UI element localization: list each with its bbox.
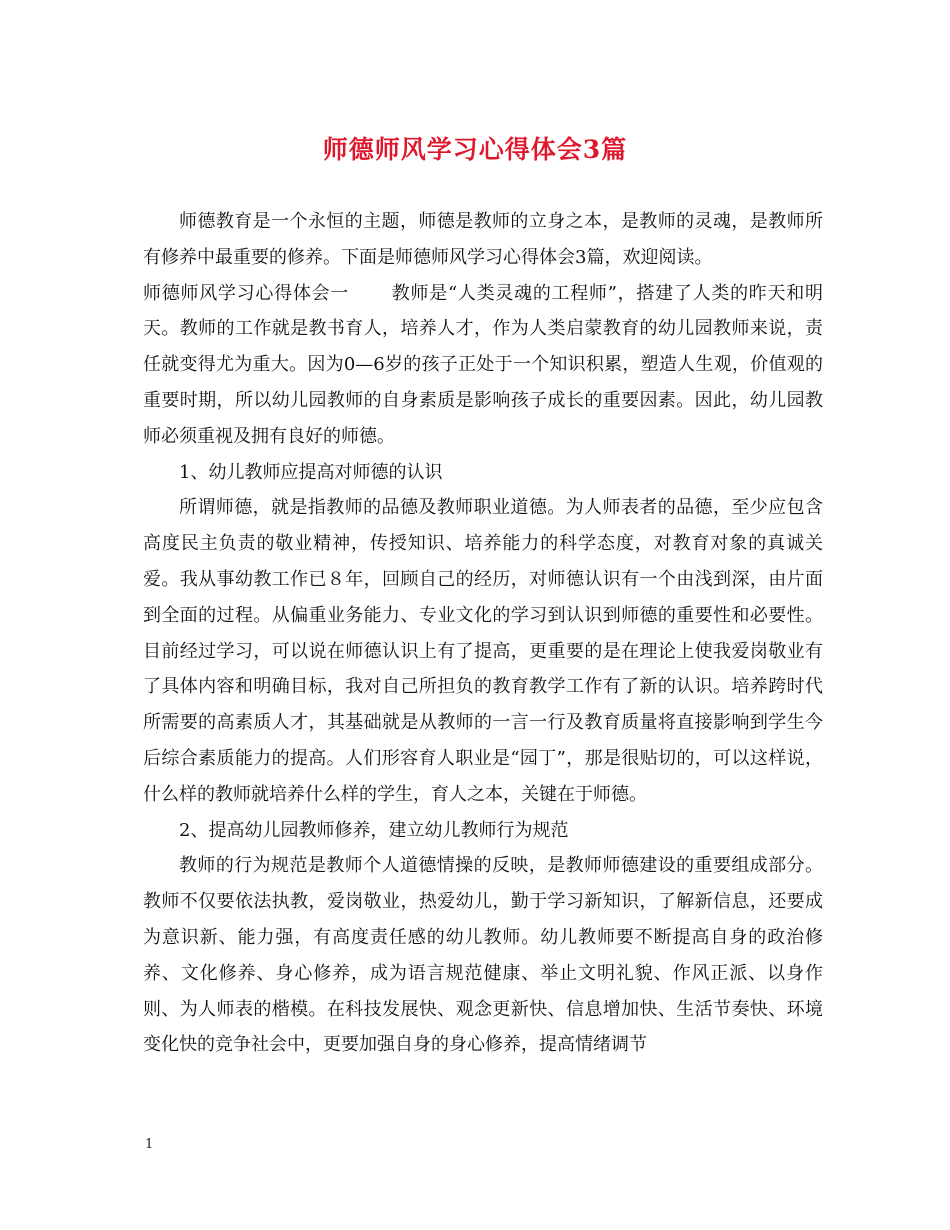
section-2-heading: 2、提高幼儿园教师修养，建立幼儿教师行为规范 [179, 819, 569, 841]
section-1-paragraph: 所谓师德，就是指教师的品德及教师职业道德。为人师表者的品德，至少应包含高度民主负责的敬业精神，传授知识、培养能力的科学态度，对教育对象的真诚关爱。我从事幼教工作已８年，回顾自己的经历，对师德认识有一个由浅到深，由片面到全面的过程。从偏重业务能力、专业文化的学习到认识到师德的重要性和必要性。目前经过学习，可以说在师德认识上有了提高，更重要的是在理论上使我爱岗敬业有了具体内容和明确目标，我对自己所担负的教育教学工作有了新的认识。培养跨时代所需要的高素质人才，其基础就是从教师的一言一行及教育质量将直接影响到学生今后综合素质能力的提高。人们形容育人职业是“园丁”，那是很贴切的，可以这样说，什么样的教师就培养什么样的学生，育人之本，关键在于师德。 [143, 497, 823, 805]
page-number: 1 [145, 1137, 154, 1152]
part-one-text: 教师是“人类灵魂的工程师”，搭建了人类的昨天和明天。教师的工作就是教书育人，培养人才，作为人类启蒙教育的幼儿园教师来说，责任就变得尤为重大。因为0—6岁的孩子正处于一个知识积累，塑造人生观，价值观的重要时期，所以幼儿园教师的自身素质是影响孩子成长的重要因素。因此，幼儿园教师必须重视及拥有良好的师德。 [143, 282, 823, 447]
intro-paragraph: 师德教育是一个永恒的主题，师德是教师的立身之本，是教师的灵魂，是教师所有修养中最重要的修养。下面是师德师风学习心得体会3篇，欢迎阅读。 [143, 211, 823, 268]
part-one-heading: 师德师风学习心得体会一 [143, 282, 350, 304]
part-one-paragraph [143, 276, 823, 455]
section-1-heading: 1、幼儿教师应提高对师德的认识 [179, 461, 443, 483]
document-title: 师德师风学习心得体会3篇 [322, 135, 628, 164]
section-2-paragraph: 教师的行为规范是教师个人道德情操的反映，是教师师德建设的重要组成部分。教师不仅要依法执教，爱岗敬业，热爱幼儿，勤于学习新知识，了解新信息，还要成为意识新、能力强，有高度责任感的幼儿教师。幼儿教师要不断提高自身的政治修养、文化修养、身心修养，成为语言规范健康、举止文明礼貌、作风正派、以身作则、为人师表的楷模。在科技发展快、观念更新快、信息增加快、生活节奏快、环境变化快的竞争社会中，更要加强自身的身心修养，提高情绪调节 [143, 855, 823, 1056]
document-body [143, 204, 823, 1063]
